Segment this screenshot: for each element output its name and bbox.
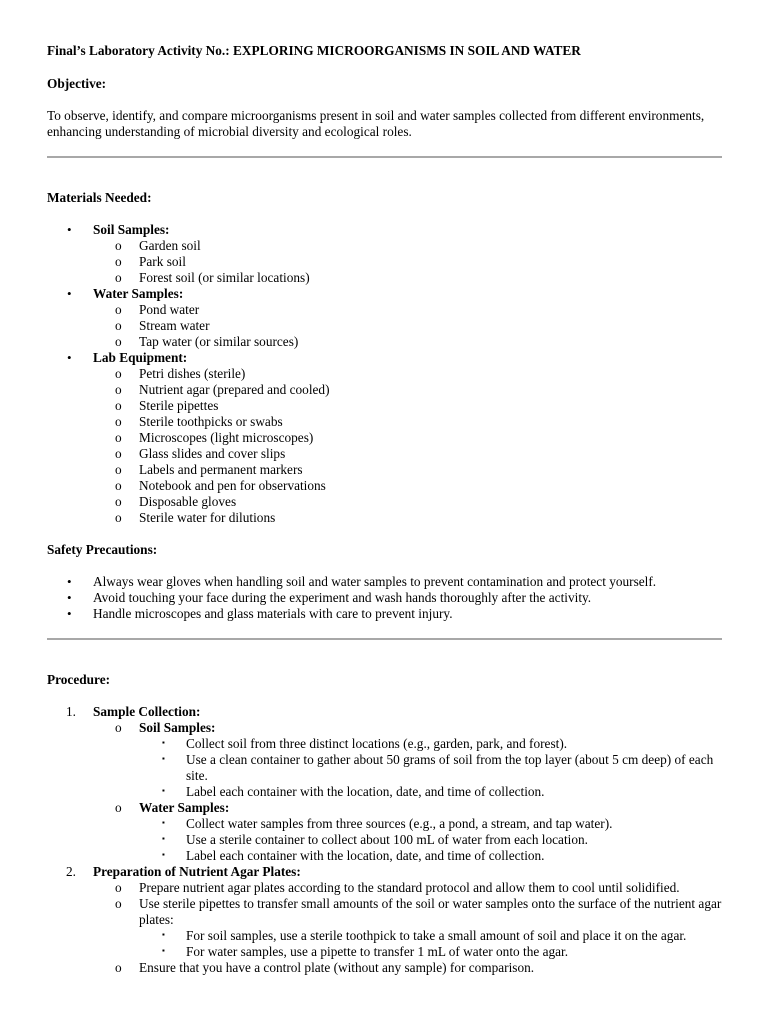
materials-list (47, 222, 722, 526)
procedure-substep (47, 960, 722, 976)
safety-item-text: Avoid touching your face during the experiment and wash hands thoroughly after the activity. (93, 590, 592, 605)
square-marker: ▪ (162, 786, 165, 795)
procedure-detail (47, 816, 722, 832)
title-name: EXPLORING MICROORGANISMS IN SOIL AND WATER (233, 43, 581, 58)
materials-item-text: Labels and permanent markers (139, 462, 303, 477)
materials-group-label: Water Samples: (93, 286, 184, 301)
square-marker: ▪ (162, 834, 165, 843)
safety-item (47, 606, 722, 622)
bullet-marker: • (67, 350, 72, 365)
procedure-detail (47, 944, 722, 960)
detail-text: For soil samples, use a sterile toothpick to take a small amount of soil and place it on the agar. (186, 928, 687, 943)
materials-item (47, 430, 722, 446)
circle-marker: o (115, 720, 122, 735)
materials-item (47, 462, 722, 478)
circle-marker: o (115, 510, 122, 525)
materials-item-text: Stream water (139, 318, 210, 333)
step-label: Preparation of Nutrient Agar Plates: (93, 864, 301, 879)
procedure-detail (47, 848, 722, 864)
circle-marker: o (115, 494, 122, 509)
materials-item (47, 382, 722, 398)
bullet-marker: • (67, 574, 72, 589)
step-number: 1. (66, 704, 76, 719)
circle-marker: o (115, 896, 122, 911)
safety-item (47, 590, 722, 606)
circle-marker: o (115, 880, 122, 895)
materials-item-text: Pond water (139, 302, 200, 317)
materials-item-text: Microscopes (light microscopes) (139, 430, 314, 445)
safety-heading: Safety Precautions: (47, 542, 158, 557)
materials-item-text: Sterile pipettes (139, 398, 219, 413)
step-label: Sample Collection: (93, 704, 201, 719)
bullet-marker: • (67, 222, 72, 237)
substep-text: Prepare nutrient agar plates according to the standard protocol and allow them to cool until solidified. (139, 880, 680, 895)
circle-marker: o (115, 800, 122, 815)
circle-marker: o (115, 414, 122, 429)
materials-item-text: Disposable gloves (139, 494, 237, 509)
document-title (47, 43, 722, 59)
materials-item-text: Glass slides and cover slips (139, 446, 286, 461)
materials-group (47, 222, 722, 286)
materials-group (47, 350, 722, 526)
materials-item (47, 494, 722, 510)
square-marker: ▪ (162, 738, 165, 747)
circle-marker: o (115, 446, 122, 461)
materials-item (47, 254, 722, 270)
circle-marker: o (115, 462, 122, 477)
materials-item-text: Notebook and pen for observations (139, 478, 326, 493)
materials-item (47, 414, 722, 430)
materials-item (47, 302, 722, 318)
section-divider (47, 156, 722, 158)
materials-heading: Materials Needed: (47, 190, 152, 205)
detail-text: Collect water samples from three sources (e.g., a pond, a stream, and tap water). (186, 816, 613, 831)
substep-label: Soil Samples: (139, 720, 216, 735)
materials-group-label: Lab Equipment: (93, 350, 188, 365)
square-marker: ▪ (162, 946, 165, 955)
procedure-detail (47, 928, 722, 944)
procedure-detail (47, 784, 722, 800)
materials-item (47, 398, 722, 414)
materials-group-label: Soil Samples: (93, 222, 170, 237)
safety-list (47, 574, 722, 622)
bullet-marker: • (67, 590, 72, 605)
circle-marker: o (115, 382, 122, 397)
circle-marker: o (115, 430, 122, 445)
substep-label: Water Samples: (139, 800, 230, 815)
procedure-step (47, 864, 722, 976)
circle-marker: o (115, 960, 122, 975)
procedure-detail (47, 736, 722, 752)
materials-item (47, 334, 722, 350)
detail-text: Label each container with the location, date, and time of collection. (186, 784, 545, 799)
materials-item (47, 238, 722, 254)
procedure-detail (47, 832, 722, 848)
square-marker: ▪ (162, 930, 165, 939)
section-divider (47, 638, 722, 640)
materials-item-text: Nutrient agar (prepared and cooled) (139, 382, 330, 397)
safety-item (47, 574, 722, 590)
detail-text: Collect soil from three distinct locations (e.g., garden, park, and forest). (186, 736, 568, 751)
procedure-step (47, 704, 722, 864)
square-marker: ▪ (162, 754, 165, 763)
materials-item (47, 510, 722, 526)
procedure-heading: Procedure: (47, 672, 111, 687)
materials-item (47, 478, 722, 494)
objective-text: To observe, identify, and compare microorganisms present in soil and water samples collected from different environments, enhancing understanding of microbial diversity and ecological roles. (47, 108, 705, 139)
materials-item (47, 270, 722, 286)
substep-text: Ensure that you have a control plate (without any sample) for comparison. (139, 960, 535, 975)
materials-item (47, 366, 722, 382)
circle-marker: o (115, 238, 122, 253)
detail-text: For water samples, use a pipette to transfer 1 mL of water onto the agar. (186, 944, 569, 959)
materials-item-text: Sterile water for dilutions (139, 510, 276, 525)
square-marker: ▪ (162, 818, 165, 827)
materials-item-text: Park soil (139, 254, 186, 269)
materials-item-text: Forest soil (or similar locations) (139, 270, 310, 285)
circle-marker: o (115, 398, 122, 413)
document-page (47, 43, 722, 976)
materials-item (47, 446, 722, 462)
circle-marker: o (115, 302, 122, 317)
safety-item-text: Handle microscopes and glass materials with care to prevent injury. (93, 606, 453, 621)
materials-item (47, 318, 722, 334)
square-marker: ▪ (162, 850, 165, 859)
procedure-list (47, 704, 722, 976)
detail-text: Use a clean container to gather about 50 grams of soil from the top layer (about 5 cm deep) of each site. (186, 752, 714, 783)
bullet-marker: • (67, 286, 72, 301)
materials-item-text: Tap water (or similar sources) (139, 334, 299, 349)
detail-text: Use a sterile container to collect about 100 mL of water from each location. (186, 832, 588, 847)
materials-group (47, 286, 722, 350)
procedure-substep (47, 880, 722, 896)
materials-item-text: Garden soil (139, 238, 201, 253)
procedure-detail (47, 752, 722, 784)
bullet-marker: • (67, 606, 72, 621)
circle-marker: o (115, 318, 122, 333)
materials-item-text: Petri dishes (sterile) (139, 366, 246, 381)
materials-item-text: Sterile toothpicks or swabs (139, 414, 283, 429)
circle-marker: o (115, 270, 122, 285)
procedure-substep (47, 720, 722, 800)
safety-item-text: Always wear gloves when handling soil and water samples to prevent contamination and protect yourself. (93, 574, 657, 589)
objective-heading: Objective: (47, 76, 107, 91)
procedure-substep (47, 896, 722, 960)
circle-marker: o (115, 366, 122, 381)
step-number: 2. (66, 864, 76, 879)
circle-marker: o (115, 334, 122, 349)
circle-marker: o (115, 478, 122, 493)
detail-text: Label each container with the location, date, and time of collection. (186, 848, 545, 863)
substep-text: Use sterile pipettes to transfer small amounts of the soil or water samples onto the surface of the nutrient agar plates: (139, 896, 722, 927)
title-prefix: Final’s Laboratory Activity No.: (47, 43, 230, 58)
circle-marker: o (115, 254, 122, 269)
procedure-substep (47, 800, 722, 864)
